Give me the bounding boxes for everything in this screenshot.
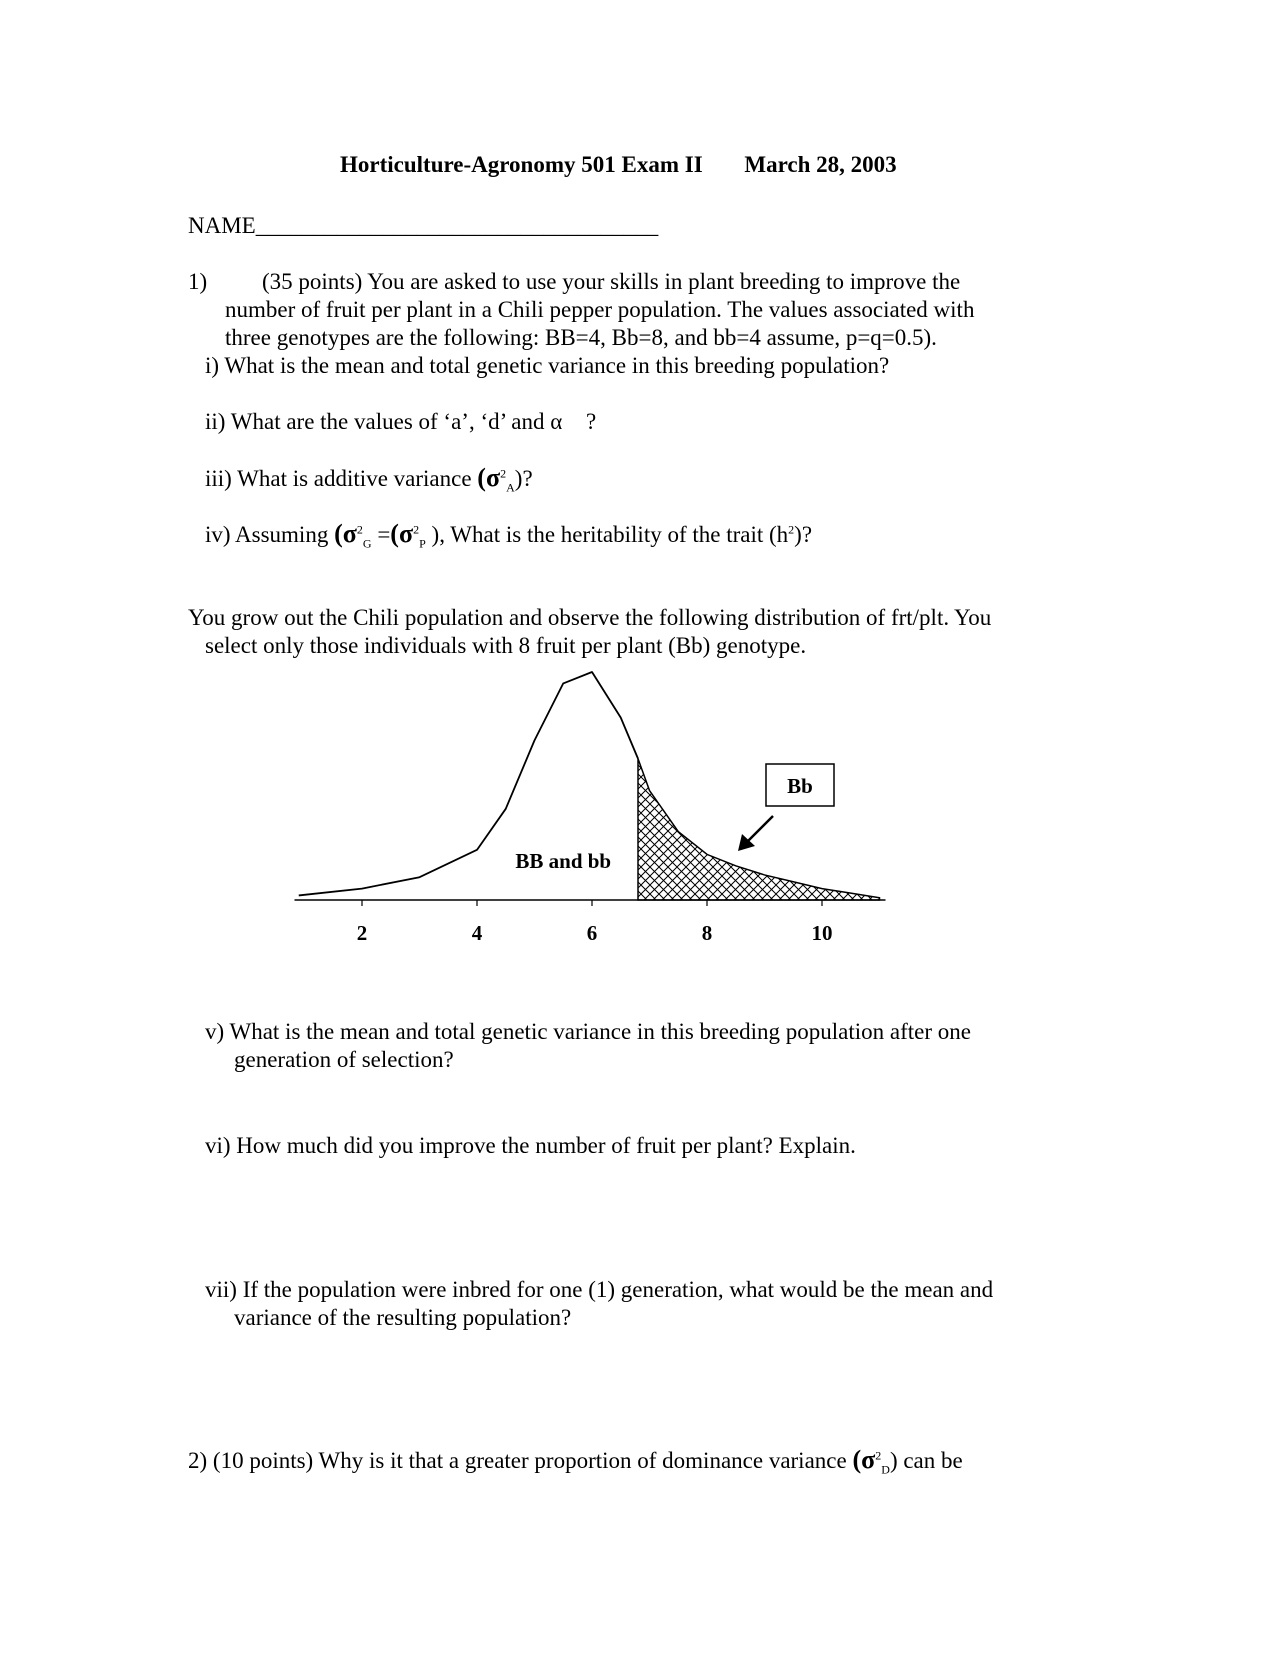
q1-part-iv: iv) Assuming ($\sigma^2_G =(\sigma^2_P$ ), What is the heritability of the trait $(h^2)$? xyxy=(205,519,813,551)
x-tick-label: 4 xyxy=(471,921,483,945)
q2-text: 2) (10 points) Why is it that a greater proportion of dominance variance $(\sigma^2_D)$ can be xyxy=(188,1445,963,1477)
q1-part-v-line1: v) What is the mean and total genetic variance in this breeding population after one xyxy=(205,1019,971,1044)
sigma-symbol: (σ xyxy=(852,1445,876,1474)
selection-text-line2: select only those individuals with 8 fruit per plant (Bb) genotype. xyxy=(205,633,807,658)
distribution-figure xyxy=(290,660,930,1010)
name-blank: ___________________________________ xyxy=(255,213,659,238)
bb-label: Bb xyxy=(787,774,813,798)
q1-part-ii: ii) What are the values of ‘a’, ‘d’ and α  ? xyxy=(205,409,597,434)
x-tick-label: 10 xyxy=(811,921,833,945)
sigma-symbol: (σ xyxy=(477,463,501,492)
x-tick-label: 8 xyxy=(701,921,713,945)
exam-title: Horticulture-Agronomy 501 Exam II xyxy=(340,152,703,177)
exam-date: March 28, 2003 xyxy=(744,152,897,177)
q1-intro-line1: (35 points) You are asked to use your skills in plant breeding to improve the xyxy=(262,269,961,294)
q1-part-vii-line1: vii) If the population were inbred for one (1) generation, what would be the mean and xyxy=(205,1277,994,1302)
q1-part-i: i) What is the mean and total genetic variance in this breeding population? xyxy=(205,353,890,378)
q1-part-iii: iii) What is additive variance $(\sigma^2_A)$? xyxy=(205,463,533,495)
q1-part-v-line2: generation of selection? xyxy=(234,1047,454,1072)
exam-header xyxy=(340,152,897,178)
bb-and-bb-label: BB and bb xyxy=(515,849,612,873)
q1-intro-line3: three genotypes are the following: BB=4, Bb=8, and bb=4 assume, p=q=0.5). xyxy=(225,325,937,350)
q1-number: 1) xyxy=(188,269,208,294)
q1-part-vi: vi) How much did you improve the number of fruit per plant? Explain. xyxy=(205,1133,856,1158)
x-tick-label: 6 xyxy=(586,921,598,945)
q1-part-vii-line2: variance of the resulting population? xyxy=(234,1305,572,1330)
pointer-arrow-shaft xyxy=(746,816,773,843)
sigma-symbol: (σ xyxy=(390,519,414,548)
name-line xyxy=(188,212,658,240)
name-label: NAME xyxy=(188,213,256,238)
q1-intro-line2: number of fruit per plant in a Chili pepper population. The values associated with xyxy=(225,297,975,322)
sigma-symbol: (σ xyxy=(334,519,357,548)
x-tick-label: 2 xyxy=(356,921,368,945)
selection-text-line1: You grow out the Chili population and observe the following distribution of frt/plt. You xyxy=(188,605,992,630)
